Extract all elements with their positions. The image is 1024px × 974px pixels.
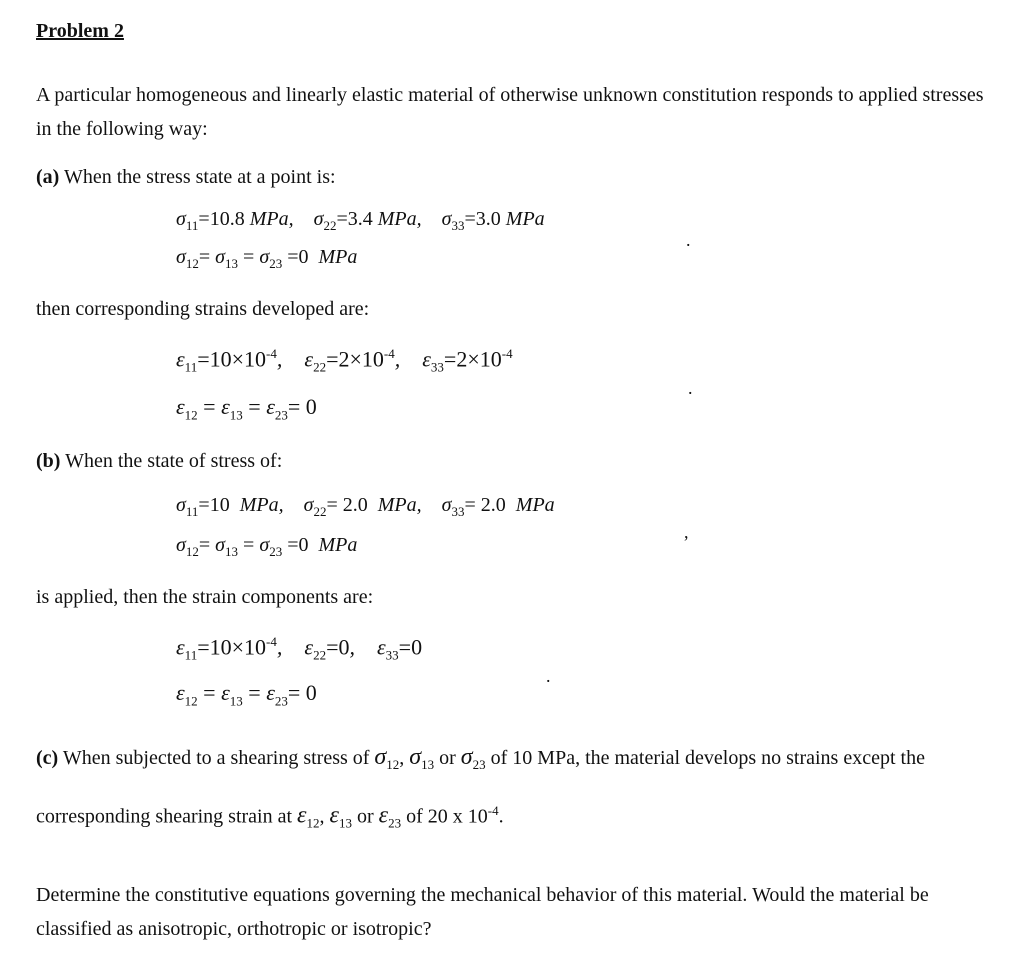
- part-b-stress-line2: $\sigma_{12}= \sigma_{13} = \sigma_{23} =0$ MPa: [176, 534, 358, 559]
- part-a-heading: [36, 160, 336, 194]
- intro-paragraph: A particular homogeneous and linearly elastic material of otherwise unknown constitution responds to applied stresses in the following way:: [36, 84, 984, 140]
- question-paragraph: Determine the constitutive equations governing the mechanical behavior of this material. Would the material be classified as anisotropic, orthotropic or isotropic?: [36, 884, 929, 940]
- part-a-stress-line1: $\sigma_{11}=10.8$ MPa, $\sigma_{22}=3.4$ MPa, $\sigma_{33}=3.0$ MPa: [176, 208, 545, 233]
- part-b-applied-text: is applied, then the strain components are:: [36, 586, 374, 608]
- stray-mark: ,: [684, 522, 689, 542]
- part-b-heading: [36, 444, 282, 478]
- part-a-strain-line2: $\varepsilon_{12} = \varepsilon_{13} = \varepsilon_{23}= 0$: [176, 394, 317, 423]
- stray-mark: .: [686, 230, 691, 250]
- part-b-strain-line2: $\varepsilon_{12} = \varepsilon_{13} = \varepsilon_{23}= 0$: [176, 680, 317, 709]
- part-a-strain-line1: $\varepsilon_{11}=10\times 10^{-4}$, $\varepsilon_{22}=2\times 10^{-4}$, $\varepsilon_{33}=2\times 10^{-4}$: [176, 346, 513, 375]
- part-a-then-text: then corresponding strains developed are:: [36, 298, 370, 320]
- stray-mark: .: [688, 378, 693, 398]
- part-c-paragraph: (c) When subjected to a shearing stress of $\sigma_{12}$, $\sigma_{13}$ or $\sigma_{23}$ of 10 MPa, the material develops no strains except the corresponding shearing strain at $\varepsilon_{12}$, $\varepsilon_{13}$ or $\varepsilon_{23}$ of 20 x $10^{-4}$.: [36, 744, 925, 831]
- problem-title: Problem 2: [36, 20, 124, 42]
- part-b-text: When the state of stress of:: [65, 450, 283, 472]
- part-a-stress-line2: $\sigma_{12}= \sigma_{13} = \sigma_{23} =0$ MPa: [176, 246, 358, 271]
- part-b-label: (b): [36, 450, 61, 472]
- stray-mark: .: [546, 666, 551, 686]
- part-a-label: (a): [36, 166, 60, 188]
- part-c-label: (c): [36, 747, 59, 769]
- part-a-text: When the stress state at a point is:: [63, 166, 336, 188]
- part-b-strain-line1: $\varepsilon_{11}=10\times 10^{-4}$, $\varepsilon_{22}=0$, $\varepsilon_{33}=0$: [176, 634, 423, 663]
- part-b-stress-line1: $\sigma_{11}=10$ MPa, $\sigma_{22}= 2.0$ MPa, $\sigma_{33}= 2.0$ MPa: [176, 494, 555, 519]
